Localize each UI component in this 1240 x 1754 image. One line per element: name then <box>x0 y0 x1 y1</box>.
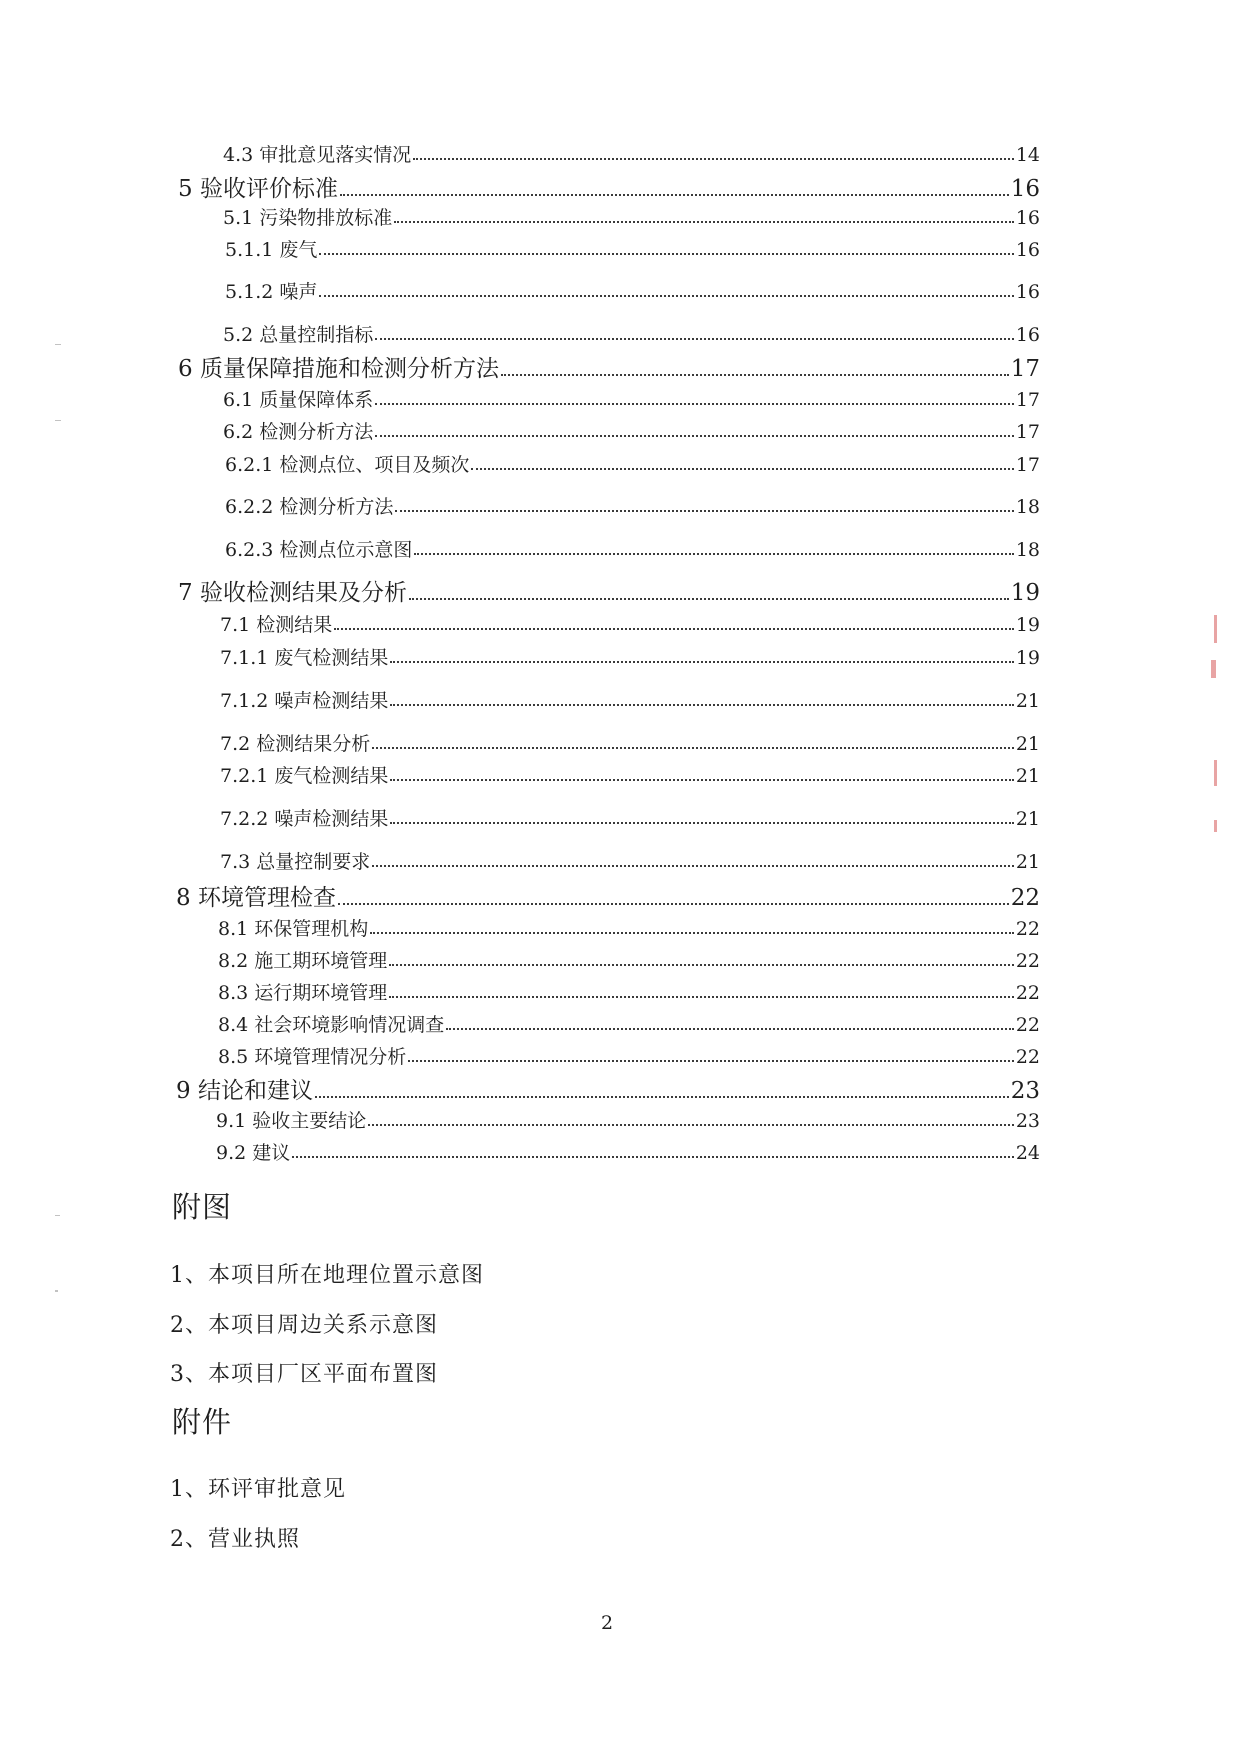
toc-entry-page: 19 <box>1010 580 1040 606</box>
scan-speck <box>55 344 61 345</box>
toc-entry[interactable] <box>216 1106 1040 1133</box>
figure-item: 1、本项目所在地理位置示意图 <box>170 1263 484 1288</box>
toc-entry-label: 5.1.2 噪声 <box>225 281 318 303</box>
toc-entry-label: 7 验收检测结果及分析 <box>178 580 407 606</box>
scan-stamp-bleed <box>1214 615 1217 643</box>
toc-leader-dots <box>372 746 1014 749</box>
toc-entry-label: 5.1.1 废气 <box>225 239 318 261</box>
toc-leader-dots <box>375 434 1014 437</box>
toc-entry[interactable] <box>220 804 1040 831</box>
toc-leader-dots <box>334 627 1014 630</box>
toc-entry-page: 22 <box>1015 918 1040 940</box>
toc-entry-label: 7.3 总量控制要求 <box>220 851 371 873</box>
toc-entry[interactable] <box>176 879 1040 912</box>
toc-entry-page: 21 <box>1015 851 1040 873</box>
toc-entry[interactable] <box>216 1138 1040 1165</box>
toc-entry-label: 9.2 建议 <box>216 1142 291 1164</box>
toc-entry-label: 8.1 环保管理机构 <box>218 918 369 940</box>
toc-entry-page: 22 <box>1015 1014 1040 1036</box>
toc-leader-dots <box>414 552 1013 555</box>
attachment-item: 1、环评审批意见 <box>170 1477 346 1502</box>
toc-entry[interactable] <box>225 492 1040 519</box>
toc-entry-page: 22 <box>1015 1046 1040 1068</box>
toc-entry-page: 18 <box>1015 496 1040 518</box>
scan-stamp-bleed <box>1211 660 1216 678</box>
toc-leader-dots <box>395 509 1013 512</box>
toc-entry-page: 24 <box>1015 1142 1040 1164</box>
toc-entry-label: 6 质量保障措施和检测分析方法 <box>178 356 499 382</box>
toc-entry-label: 7.1 检测结果 <box>220 614 333 636</box>
toc-entry-page: 19 <box>1015 614 1040 636</box>
toc-entry[interactable] <box>225 535 1040 562</box>
toc-leader-dots <box>390 821 1013 824</box>
attachments-heading: 附件 <box>172 1405 233 1439</box>
toc-entry-label: 8.5 环境管理情况分析 <box>218 1046 407 1068</box>
toc-entry[interactable] <box>223 320 1040 347</box>
toc-leader-dots <box>390 660 1013 663</box>
toc-entry-page: 14 <box>1015 144 1040 166</box>
toc-leader-dots <box>292 1155 1014 1158</box>
toc-entry-page: 23 <box>1015 1110 1040 1132</box>
toc-leader-dots <box>501 373 1009 376</box>
toc-entry-label: 7.1.1 废气检测结果 <box>220 647 389 669</box>
toc-entry-label: 5 验收评价标准 <box>178 176 338 202</box>
toc-entry[interactable] <box>223 417 1040 444</box>
toc-entry-page: 21 <box>1015 765 1040 787</box>
toc-entry[interactable] <box>218 1010 1040 1037</box>
toc-leader-dots <box>340 193 1009 196</box>
toc-entry-label: 5.1 污染物排放标准 <box>223 207 393 229</box>
toc-entry-label: 7.1.2 噪声检测结果 <box>220 690 389 712</box>
toc-leader-dots <box>390 703 1013 706</box>
toc-entry[interactable] <box>218 1042 1040 1069</box>
toc-leader-dots <box>372 864 1014 867</box>
toc-entry-page: 17 <box>1010 356 1040 382</box>
toc-leader-dots <box>409 597 1009 600</box>
toc-entry-label: 9 结论和建议 <box>176 1078 313 1104</box>
toc-entry-label: 7.2.1 废气检测结果 <box>220 765 389 787</box>
toc-entry[interactable] <box>225 277 1040 304</box>
toc-entry-label: 4.3 审批意见落实情况 <box>223 144 412 166</box>
toc-entry-label: 6.2.1 检测点位、项目及频次 <box>225 454 470 476</box>
attachment-item: 2、营业执照 <box>170 1527 300 1552</box>
toc-leader-dots <box>394 220 1014 223</box>
toc-entry[interactable] <box>218 946 1040 973</box>
scan-speck <box>55 1290 58 1292</box>
toc-entry-page: 16 <box>1015 324 1040 346</box>
toc-entry[interactable] <box>223 385 1040 412</box>
toc-entry[interactable] <box>220 610 1040 637</box>
toc-entry[interactable] <box>178 574 1040 607</box>
toc-entry[interactable] <box>178 350 1040 383</box>
toc-entry[interactable] <box>225 450 1040 477</box>
toc-entry[interactable] <box>218 914 1040 941</box>
scan-stamp-bleed <box>1214 760 1217 786</box>
toc-entry-label: 7.2.2 噪声检测结果 <box>220 808 389 830</box>
toc-leader-dots <box>408 1059 1014 1062</box>
toc-entry-label: 7.2 检测结果分析 <box>220 733 371 755</box>
toc-entry-page: 17 <box>1015 389 1040 411</box>
scan-stamp-bleed <box>1214 820 1217 832</box>
toc-entry-page: 22 <box>1015 950 1040 972</box>
toc-entry-page: 22 <box>1010 885 1040 911</box>
toc-entry-page: 21 <box>1015 733 1040 755</box>
toc-entry-label: 6.2 检测分析方法 <box>223 421 374 443</box>
toc-entry-label: 9.1 验收主要结论 <box>216 1110 367 1132</box>
figure-item: 2、本项目周边关系示意图 <box>170 1313 438 1338</box>
toc-leader-dots <box>319 252 1013 255</box>
page-number: 2 <box>600 1612 614 1634</box>
toc-entry[interactable] <box>218 978 1040 1005</box>
toc-leader-dots <box>338 902 1009 905</box>
toc-entry-label: 6.2.2 检测分析方法 <box>225 496 394 518</box>
toc-leader-dots <box>413 157 1014 160</box>
figure-item: 3、本项目厂区平面布置图 <box>170 1362 438 1387</box>
toc-entry[interactable] <box>223 140 1040 167</box>
toc-entry-page: 16 <box>1015 207 1040 229</box>
toc-entry-label: 8.2 施工期环境管理 <box>218 950 388 972</box>
toc-entry-page: 19 <box>1015 647 1040 669</box>
toc-entry-label: 8 环境管理检查 <box>176 885 336 911</box>
toc-entry[interactable] <box>220 729 1040 756</box>
toc-entry-page: 21 <box>1015 690 1040 712</box>
toc-entry-page: 21 <box>1015 808 1040 830</box>
toc-entry[interactable] <box>223 203 1040 230</box>
toc-entry-label: 8.4 社会环境影响情况调查 <box>218 1014 445 1036</box>
toc-leader-dots <box>375 402 1014 405</box>
toc-entry-label: 6.2.3 检测点位示意图 <box>225 539 413 561</box>
toc-entry[interactable] <box>225 235 1040 262</box>
scan-speck <box>55 420 61 421</box>
toc-entry[interactable] <box>176 1072 1040 1105</box>
toc-leader-dots <box>315 1095 1009 1098</box>
toc-leader-dots <box>368 1123 1014 1126</box>
toc-entry[interactable] <box>220 847 1040 874</box>
toc-entry-page: 17 <box>1015 421 1040 443</box>
figures-heading: 附图 <box>172 1190 233 1224</box>
toc-leader-dots <box>446 1027 1014 1030</box>
toc-entry[interactable] <box>220 761 1040 788</box>
toc-entry[interactable] <box>220 686 1040 713</box>
toc-leader-dots <box>375 337 1014 340</box>
toc-entry-page: 18 <box>1015 539 1040 561</box>
toc-entry-label: 6.1 质量保障体系 <box>223 389 374 411</box>
toc-entry-label: 5.2 总量控制指标 <box>223 324 374 346</box>
toc-entry-page: 16 <box>1015 239 1040 261</box>
toc-leader-dots <box>390 778 1013 781</box>
toc-entry-page: 23 <box>1010 1078 1040 1104</box>
toc-entry-page: 22 <box>1015 982 1040 1004</box>
toc-entry[interactable] <box>220 643 1040 670</box>
toc-leader-dots <box>471 467 1013 470</box>
toc-leader-dots <box>370 931 1014 934</box>
scan-speck <box>55 1215 60 1216</box>
toc-entry-page: 16 <box>1010 176 1040 202</box>
toc-entry-page: 17 <box>1015 454 1040 476</box>
toc-leader-dots <box>389 995 1014 998</box>
toc-leader-dots <box>319 294 1013 297</box>
toc-entry-label: 8.3 运行期环境管理 <box>218 982 388 1004</box>
toc-entry[interactable] <box>178 170 1040 203</box>
toc-leader-dots <box>389 963 1014 966</box>
toc-entry-page: 16 <box>1015 281 1040 303</box>
